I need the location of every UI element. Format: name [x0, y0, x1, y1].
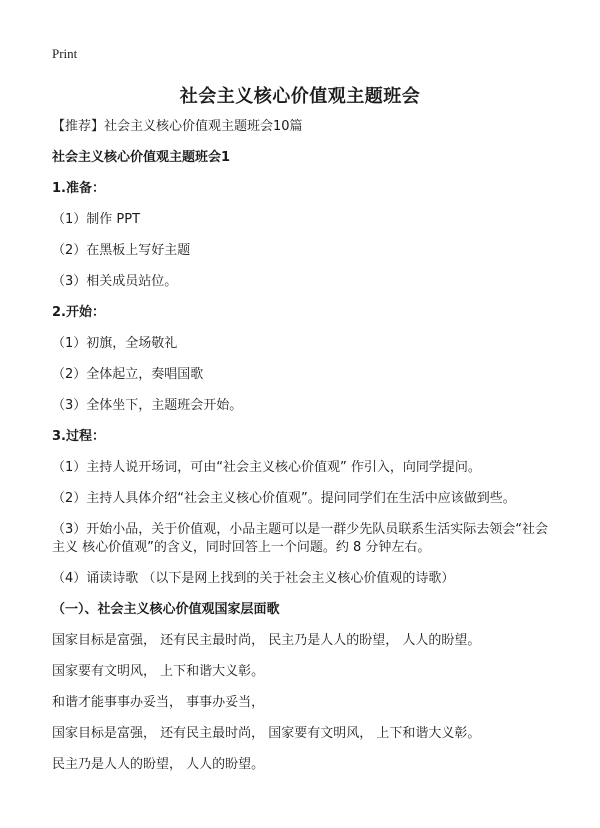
document-body	[52, 118, 560, 787]
intro-line: 【推荐】社会主义核心价值观主题班会10篇	[52, 119, 303, 134]
poem-line: 国家要有文明风， 上下和谐大义彰。	[52, 664, 265, 679]
list-item: （2）在黑板上写好主题	[52, 243, 191, 258]
poem-heading: （一）、社会主义核心价值观国家层面歌	[52, 602, 280, 617]
list-item: （1）初旗，全场敬礼	[52, 336, 178, 351]
print-link[interactable]: Print	[52, 46, 78, 61]
section-heading: 社会主义核心价值观主题班会1	[52, 150, 231, 165]
list-item: （3）开始小品，关于价值观，小品主题可以是一群少先队员联系生活实际去领会“社会主义 核心价值观”的含义，同时回答上一个问题。约 8 分钟左右。	[52, 522, 549, 555]
list-item: （1）主持人说开场词，可由“社会主义核心价值观” 作引入，向同学提问。	[52, 460, 481, 475]
list-item: （3）全体坐下，主题班会开始。	[52, 398, 243, 413]
list-item: （2）全体起立，奏唱国歌	[52, 367, 204, 382]
list-item: （1）制作 PPT	[52, 212, 141, 227]
poem-line: 和谐才能事事办妥当， 事事办妥当，	[52, 695, 265, 710]
poem-line: 国家目标是富强， 还有民主最时尚， 国家要有文明风， 上下和谐大义彰。	[52, 726, 481, 741]
list-item: （3）相关成员站位。	[52, 274, 178, 289]
list-item: （2）主持人具体介绍“社会主义核心价值观”。提问同学们在生活中应该做到些。	[52, 491, 516, 506]
poem-line: 民主乃是人人的盼望， 人人的盼望。	[52, 757, 265, 772]
poem-line: 国家目标是富强， 还有民主最时尚， 民主乃是人人的盼望， 人人的盼望。	[52, 633, 481, 648]
step-heading-start: 2.开始：	[52, 305, 105, 320]
step-heading-process: 3.过程：	[52, 429, 105, 444]
step-heading-prepare: 1.准备：	[52, 181, 105, 196]
document-title: 社会主义核心价值观主题班会	[179, 86, 421, 107]
list-item: （4）诵读诗歌 （以下是网上找到的关于社会主义核心价值观的诗歌）	[52, 571, 455, 586]
